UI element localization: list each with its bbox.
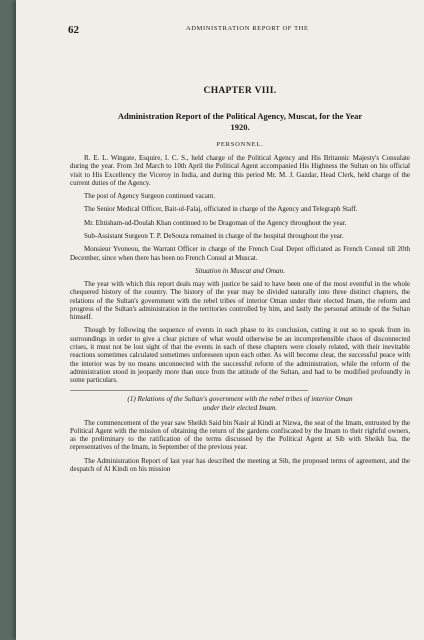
paragraph: The year with which this report deals may with justice be said to have been one of the most eventful in the whole chequered history of the country. The history of the year may be divided naturally into three distinct chapters, the relations of the Sultan's government with the rebel tribes of interior Oman under their elected Imam, the reform and progress of the Sultan's administration in the territories controlled by him, and lastly the personal attitude of the Sultan himself. [70,279,410,322]
report-title [70,111,410,132]
report-title-line2: 1920. [230,121,250,132]
page-content [70,86,410,478]
section-situation-heading: Situation in Muscat and Oman. [194,266,286,275]
running-title: ADMINISTRATION REPORT OF THE [186,25,309,32]
subsection-relations-heading [70,395,410,413]
paragraph: The commencement of the year saw Sheikh Said bin Nasir al Kindi at Nizwa, the seat of the Imam, entrusted by the Political Agent with the mission of obtaining the return of the gardens confiscated by the Imam to their rightful owners, as the preliminary to the ratification of the terms discussed by the Political Agent at Sib with Sheikh Isa, the representatives of the Imam, in September of the previous year. [70,418,410,452]
paragraph: Mr. Ehtisham-ud-Doulah Khan continued to be Dragoman of the Agency throughout the year. [84,218,347,227]
paragraph: R. E. L. Wingate, Esquire, I. C. S., held charge of the Political Agency and His Britannic Majesty's Consulate during the year. From 3rd March to 10th April the Political Agent accompanied His Highness the Sultan on his official visit to His Excellency the Viceroy in India, and during this period Mr. M. J. Gazdar, Head Clerk, held charge of the current duties of the Agency. [70,154,410,187]
section-personnel-heading: PERSONNEL. [216,141,264,148]
paragraph: The Senior Medical Officer, Bait-ul-Falaj, officiated in charge of the Agency and Telegraph Staff. [84,205,358,214]
paragraph: Sub-Assistant Surgeon T. P. DeSouza remained in charge of the hospital throughout the year. [84,232,344,241]
subsection-line1: (1) Relations of the Sultan's government with the rebel tribes of interior Oman [127,394,353,403]
chapter-title: CHAPTER VIII. [203,86,277,96]
subsection-line2: under their elected Imam. [202,403,278,412]
report-title-line1: Administration Report of the Political Agency, Muscat, for the Year [117,111,363,121]
paragraph: The Administration Report of last year has described the meeting at Sib, the proposed terms of agreement, and the despatch of Al Kindi on his mission [70,456,410,474]
paragraph: Though by following the sequence of events in each phase to its conclusion, cutting it out so to speak from its surroundings in order to give a clear picture of what would otherwise be an incomprehensible chaos of disconnected crises, it must not be lost sight of that the events in each of these chapters were closely related, with their inevitable reactions sometimes calculated sometimes unforeseen upon each other. As will become clear, the successful peace with the interior was by no means unconnected with the successful reform of the administration, while the reform of the administration stood in jeopardy more than once from the attitude of the Sultan, and had to be modified profoundly in some particulars. [70,326,410,385]
paragraph: The post of Agency Surgeon continued vacant. [84,192,216,201]
document-page [16,0,424,640]
divider [70,390,308,391]
page-number: 62 [68,24,79,36]
paragraph: Monsieur Yvoneou, the Warrant Officer in charge of the French Coal Depot officiated as French Consul till 20th December, since when there has been no French Consul at Muscat. [70,245,410,262]
